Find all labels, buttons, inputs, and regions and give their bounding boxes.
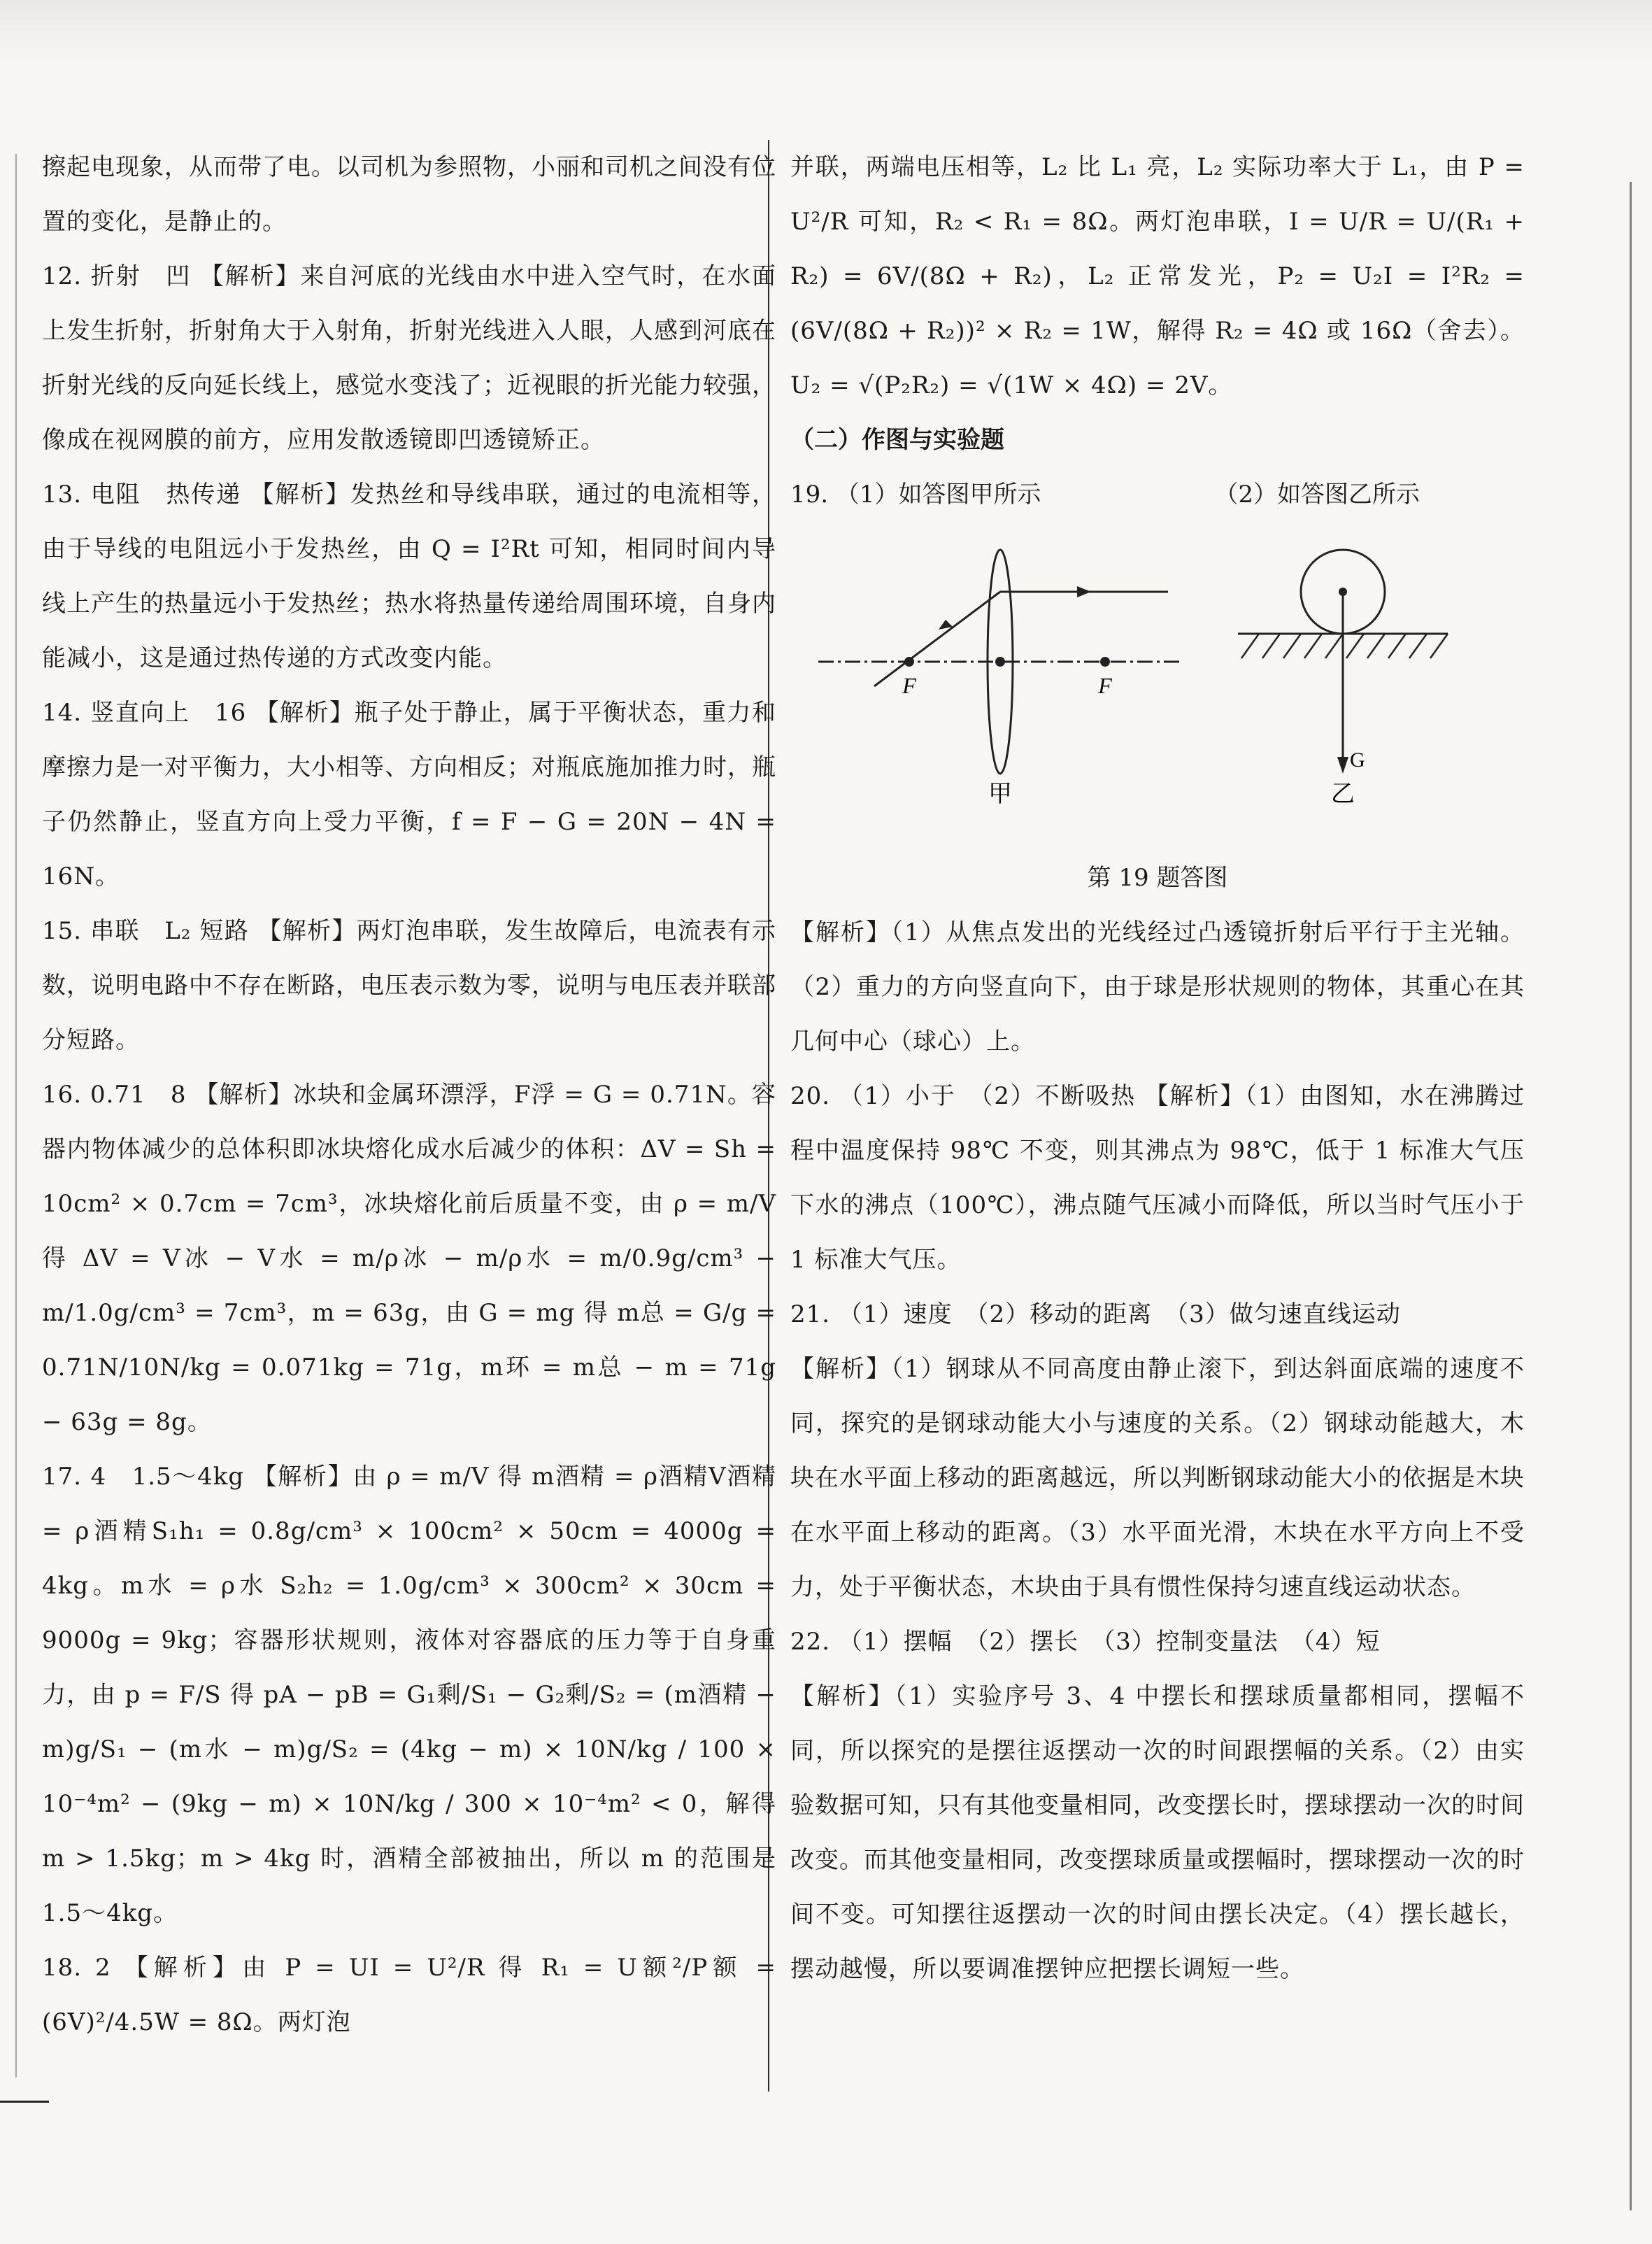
answer-16: 16. 0.71 8 【解析】冰块和金属环漂浮，F浮 = G = 0.71N。容器内物体减少的总体积即冰块熔化成水后减少的体积：ΔV = Sh = 10cm² × 0.7cm = 7cm³，冰块熔化前后质量不变，由 ρ = m/V 得 ΔV = V冰 − V水 = m/ρ冰 − m/ρ水 = m/0.9g/cm³ − m/1.0g/cm³ = 7cm³，m = 63g，由 G = mg 得 m总 = G/g = 0.71N/10N/kg = 0.071kg = 71g，m环 = m总 − m = 71g − 63g = 8g。 (42, 1081, 776, 1436)
answer-13: 13. 电阻 热传递 【解析】发热丝和导线串联，通过的电流相等，由于导线的电阻远小于发热丝，由 Q = I²Rt 可知，相同时间内导线上产生的热量远小于发热丝；热水将热量传递给周围环境，自身内能减小，这是通过热传递的方式改变内能。 (42, 481, 776, 672)
footer-rule (0, 2101, 49, 2103)
ground-hatching (1241, 634, 1448, 658)
gravity-label: G (1350, 748, 1365, 772)
answer-22-analysis: 【解析】（1）实验序号 3、4 中摆长和摆球质量都相同，摆幅不同，所以探究的是摆往返摆动一次的时间跟摆幅的关系。（2）由实验数据可知，只有其他变量相同，改变摆长时，摆球摆动一次的时间改变。而其他变量相同，改变摆球质量或摆幅时，摆球摆动一次的时间不变。可知摆往返摆动一次的时间由摆长决定。（4）摆长越长，摆动越慢，所以要调准摆钟应把摆长调短一些。 (790, 1682, 1525, 1983)
right-column (790, 140, 1525, 1996)
refracted-arrowhead (1077, 586, 1091, 597)
q19-part2: （2）如答图乙所示 (1214, 481, 1420, 509)
answer-15: 15. 串联 L₂ 短路 【解析】两灯泡串联，发生故障后，电流表有示数，说明电路中不存在断路，电压表示数为零，说明与电压表并联部分短路。 (42, 917, 776, 1054)
answer-20: 20. （1）小于 （2）不断吸热 【解析】（1）由图知，水在沸腾过程中温度保持 98℃ 不变，则其沸点为 98℃，低于 1 标准大气压下水的沸点（100℃），沸点随气压减小而降低，所以当时气压小于 1 标准大气压。 (790, 1082, 1525, 1274)
figure-jia-label: 甲 (988, 780, 1012, 808)
gravity-arrowhead (1337, 757, 1348, 774)
optical-center-point (995, 657, 1005, 667)
left-binding-line (15, 154, 17, 2078)
figure-caption: 第 19 题答图 (1087, 864, 1228, 892)
focus-right-point (1100, 657, 1110, 667)
answer-19-analysis: 【解析】（1）从焦点发出的光线经过凸透镜折射后平行于主光轴。（2）重力的方向竖直向下，由于球是形状规则的物体，其重心在其几何中心（球心）上。 (790, 918, 1525, 1056)
answer-12: 12. 折射 凹 【解析】来自河底的光线由水中进入空气时，在水面上发生折射，折射角大于入射角，折射光线进入人眼，人感到河底在折射光线的反向延长线上，感觉水变浅了；近视眼的折光能力较强，像成在视网膜的前方，应用发散透镜即凹透镜矫正。 (42, 262, 776, 454)
left-column (42, 140, 776, 2050)
answer-18: 18. 2 【解析】由 P = UI = U²/R 得 R₁ = U额²/P额 = (6V)²/4.5W = 8Ω。两灯泡 (42, 1954, 776, 2036)
q19-part1: 19. （1）如答图甲所示 (790, 481, 1041, 509)
figure-19-svg (790, 522, 1525, 851)
q19-answer-row (790, 467, 1525, 522)
incident-ray (874, 592, 1000, 686)
ball-diagram (1238, 550, 1448, 808)
answer-14: 14. 竖直向上 16 【解析】瓶子处于静止，属于平衡状态，重力和摩擦力是一对平衡力，大小相等、方向相反；对瓶底施加推力时，瓶子仍然静止，竖直方向上受力平衡，f = F − G = 20N − 4N = 16N。 (42, 699, 776, 890)
answer-22: 22. （1）摆幅 （2）摆长 （3）控制变量法 （4）短 (790, 1628, 1381, 1656)
answer-21: 21. （1）速度 （2）移动的距离 （3）做匀速直线运动 (790, 1300, 1401, 1328)
figure-yi-label: 乙 (1331, 780, 1355, 808)
focus-right-label: F (1098, 673, 1112, 698)
section-heading: （二）作图与实验题 (790, 426, 1004, 454)
answer-17: 17. 4 1.5～4kg 【解析】由 ρ = m/V 得 m酒精 = ρ酒精V酒精 = ρ酒精S₁h₁ = 0.8g/cm³ × 100cm² × 50cm = 4000g = 4kg。m水 = ρ水 S₂h₂ = 1.0g/cm³ × 300cm² × 30cm = 9000g = 9kg；容器形状规则，液体对容器底的压力等于自身重力，由 p = F/S 得 pA − pB = G₁剩/S₁ − G₂剩/S₂ = (m酒精 − m)g/S₁ − (m水 − m)g/S₂ = (4kg − m) × 10N/kg / 100 × 10⁻⁴m² − (9kg − m) × 10N/kg / 300 × 10⁻⁴m² < 0，解得 m > 1.5kg；m > 4kg 时，酒精全部被抽出，所以 m 的范围是 1.5～4kg。 (42, 1463, 776, 1927)
paragraph-continuation: 擦起电现象，从而带了电。以司机为参照物，小丽和司机之间没有位置的变化，是静止的。 (42, 153, 776, 236)
right-page-edge (1630, 182, 1632, 2210)
lens-diagram (818, 550, 1182, 808)
figure-19 (790, 522, 1525, 851)
focus-left-label: F (902, 673, 916, 698)
answer-21-analysis: 【解析】（1）钢球从不同高度由静止滚下，到达斜面底端的速度不同，探究的是钢球动能大小与速度的关系。（2）钢球动能越大，木块在水平面上移动的距离越远，所以判断钢球动能大小的依据是木块在水平面上移动的距离。（3）水平面光滑，木块在水平方向上不受力，处于平衡状态，木块由于具有惯性保持匀速直线运动状态。 (790, 1355, 1525, 1601)
answer-18-continued: 并联，两端电压相等，L₂ 比 L₁ 亮，L₂ 实际功率大于 L₁，由 P = U²/R 可知，R₂ < R₁ = 8Ω。两灯泡串联，I = U/R = U/(R₁ + R₂) = 6V/(8Ω + R₂)，L₂ 正常发光，P₂ = U₂I = I²R₂ = (6V/(8Ω + R₂))² × R₂ = 1W，解得 R₂ = 4Ω 或 16Ω（舍去）。U₂ = √(P₂R₂) = √(1W × 4Ω) = 2V。 (790, 153, 1525, 399)
page-top-shadow (0, 0, 1652, 63)
